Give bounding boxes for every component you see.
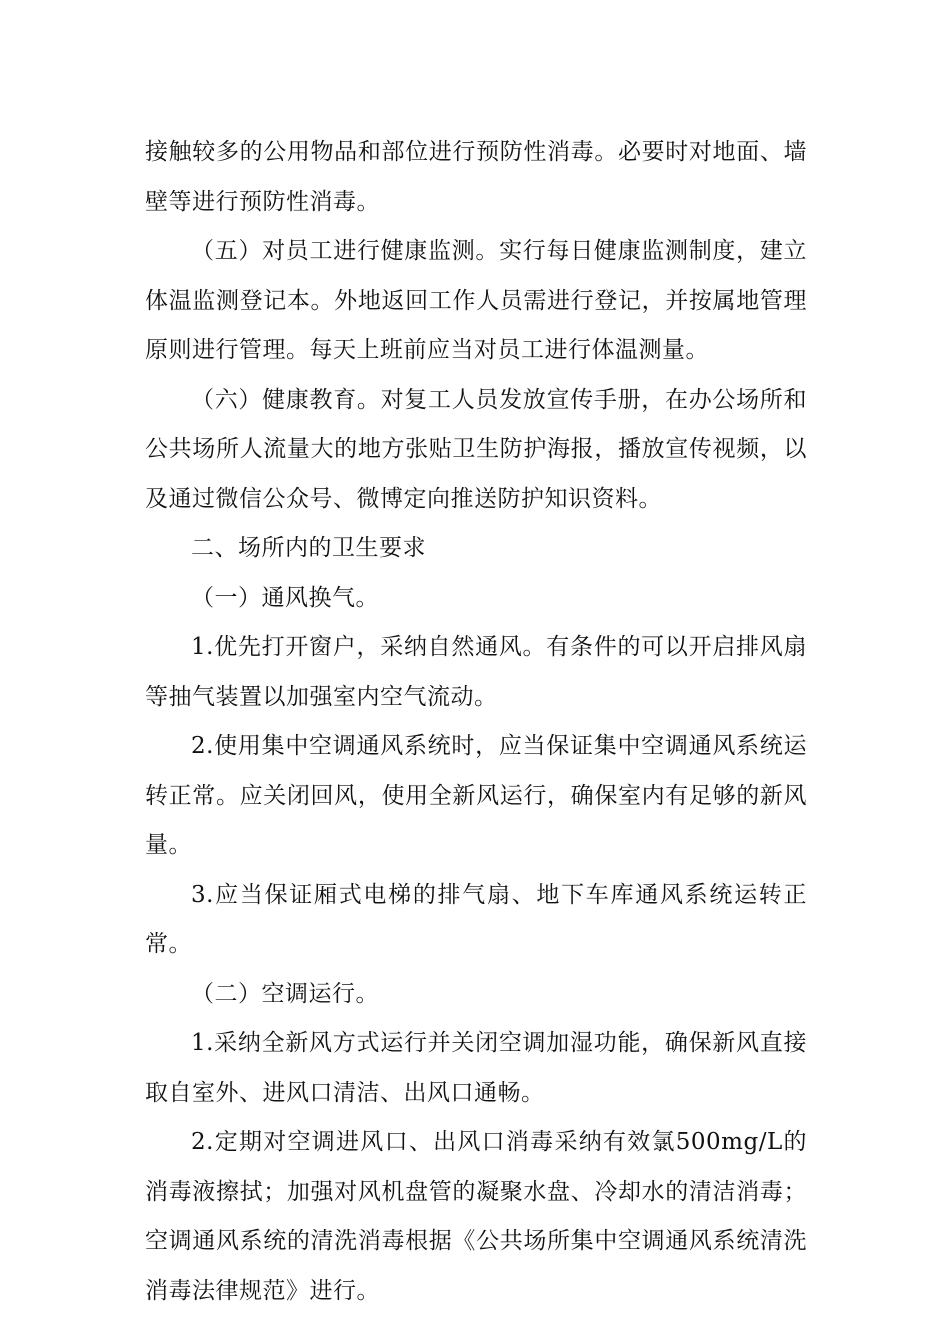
document-page <box>145 128 807 1316</box>
paragraph-1: 接触较多的公用物品和部位进行预防性消毒。必要时对地面、墙壁等进行预防性消毒。 <box>145 139 807 215</box>
subsection-heading-air-conditioning: （二）空调运行。 <box>191 980 379 1007</box>
subsection-heading-ventilation: （一）通风换气。 <box>191 584 379 611</box>
paragraph-3: （六）健康教育。对复工人员发放宣传手册，在办公场所和公共场所人流量大的地方张贴卫生防护海报，播放宣传视频，以及通过微信公众号、微博定向推送防护知识资料。 <box>145 386 807 512</box>
paragraph-6: 1.优先打开窗户，采纳自然通风。有条件的可以开启排风扇等抽气装置以加强室内空气流动。 <box>145 634 807 710</box>
paragraph-8: 3.应当保证厢式电梯的排气扇、地下车库通风系统运转正常。 <box>145 881 807 957</box>
paragraph-10: 1.采纳全新风方式运行并关闭空调加湿功能，确保新风直接取自室外、进风口清洁、出风口通畅。 <box>145 1030 807 1106</box>
section-heading: 二、场所内的卫生要求 <box>191 535 426 561</box>
paragraph-2: （五）对员工进行健康监测。实行每日健康监测制度，建立体温监测登记本。外地返回工作人员需进行登记，并按属地管理原则进行管理。每天上班前应当对员工进行体温测量。 <box>145 238 807 363</box>
paragraph-11: 2.定期对空调进风口、出风口消毒采纳有效氯500mg/L的消毒液擦拭；加强对风机盘管的凝聚水盘、冷却水的清洁消毒；空调通风系统的清洗消毒根据《公共场所集中空调通风系统清洗消毒法律规范》进行。 <box>145 1129 807 1304</box>
paragraph-7: 2.使用集中空调通风系统时，应当保证集中空调通风系统运转正常。应关闭回风，使用全新风运行，确保室内有足够的新风量。 <box>145 733 807 858</box>
